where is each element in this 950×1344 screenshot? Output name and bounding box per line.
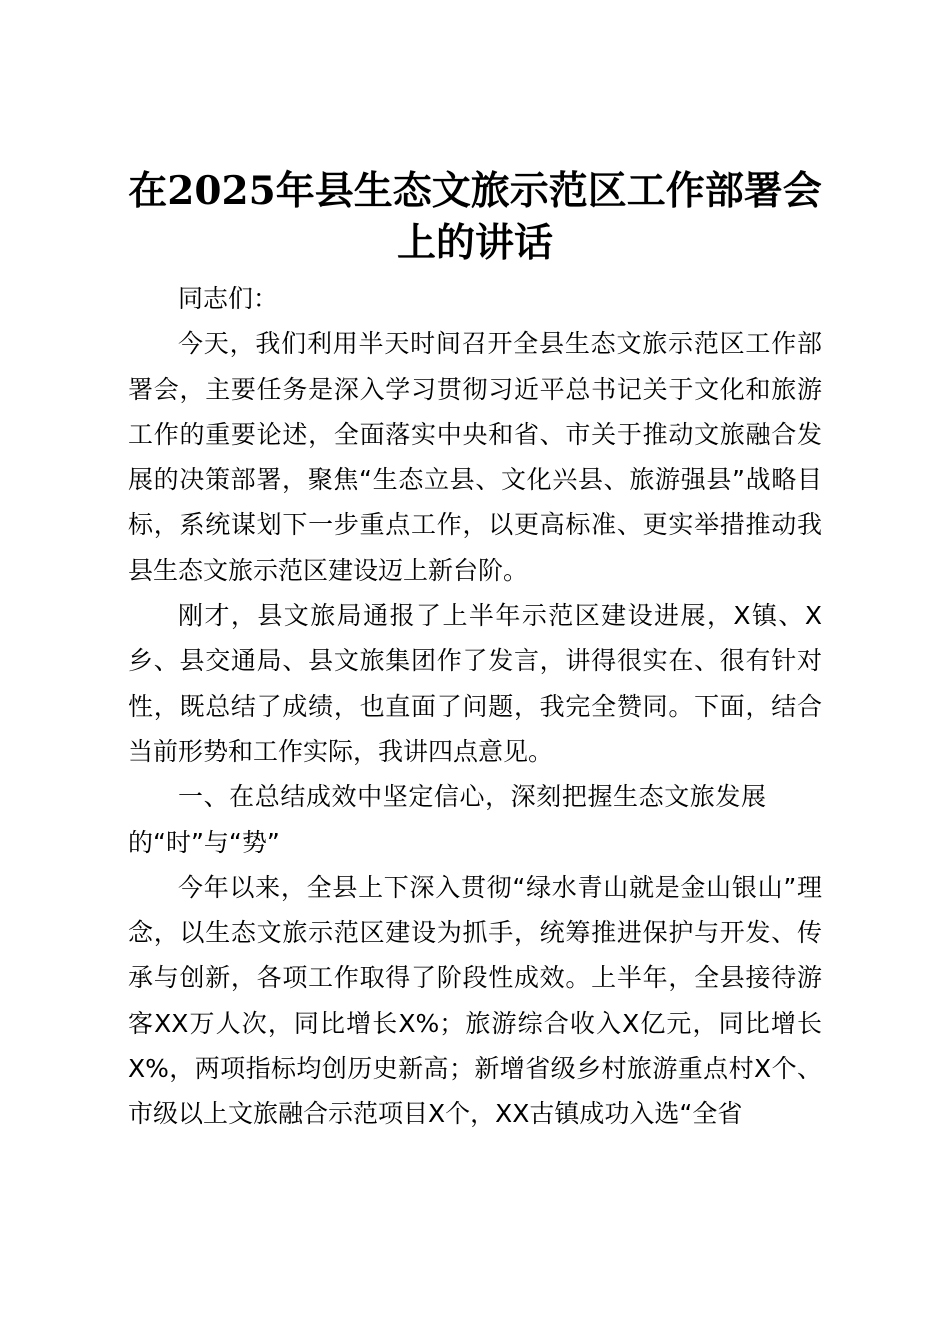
paragraph-opening: 今天，我们利用半天时间召开全县生态文旅示范区工作部署会，主要任务是深入学习贯彻习近平总书记关于文化和旅游工作的重要论述，全面落实中央和省、市关于推动文旅融合发展的决策部署，聚焦“生态立县、文化兴县、旅游强县”战略目标，系统谋划下一步重点工作，以更高标准、更实举措推动我县生态文旅示范区建设迈上新台阶。 [128, 329, 822, 585]
salutation: 同志们： [178, 284, 279, 313]
document-title: 在2025年县生态文旅示范区工作部署会上的讲话 [128, 168, 822, 266]
document-body [128, 276, 822, 1137]
paragraph-remarks: 刚才，县文旅局通报了上半年示范区建设进展，X镇、X乡、县交通局、县文旅集团作了发言，讲得很实在、很有针对性，既总结了成绩，也直面了问题，我完全赞同。下面，结合当前形势和工作实际，我讲四点意见。 [128, 601, 822, 766]
section-heading: 一、在总结成效中坚定信心，深刻把握生态文旅发展的“时”与“势” [128, 782, 766, 857]
section-paragraph: 今年以来，全县上下深入贯彻“绿水青山就是金山银山”理念，以生态文旅示范区建设为抓手，统筹推进保护与开发、传承与创新，各项工作取得了阶段性成效。上半年，全县接待游客XX万人次，同比增长X%；旅游综合收入X亿元，同比增长X%，两项指标均创历史新高；新增省级乡村旅游重点村X个、市级以上文旅融合示范项目X个，XX古镇成功入选“全省 [128, 872, 822, 1129]
